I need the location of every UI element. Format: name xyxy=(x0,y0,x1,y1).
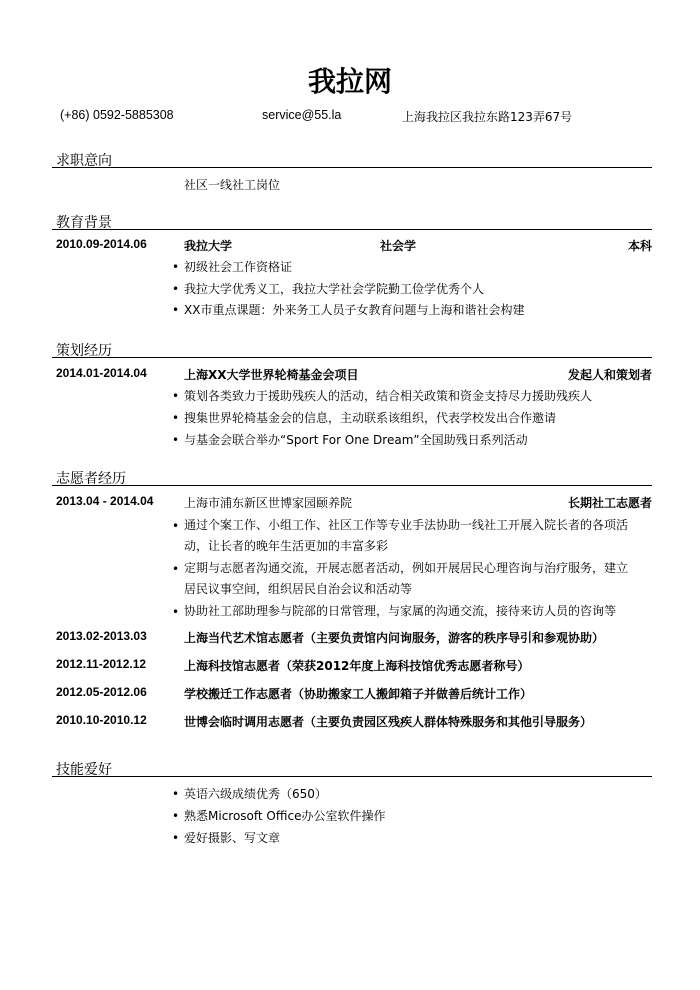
bullet-icon: • xyxy=(172,260,180,274)
volunteer-role: 长期社工志愿者 xyxy=(567,496,652,510)
bullet-icon: • xyxy=(172,433,180,447)
education-bullet: XX市重点课题：外来务工人员子女教育问题与上海和谐社会构建 xyxy=(184,303,525,317)
bullet-icon: • xyxy=(172,605,180,619)
volunteer-item-date: 2012.05-2012.06 xyxy=(56,685,147,699)
volunteer-date: 2013.04 - 2014.04 xyxy=(56,494,154,508)
skill-item: 英语六级成绩优秀（650） xyxy=(184,787,327,801)
volunteer-bullet-line2: 动，让长者的晚年生活更加的丰富多彩 xyxy=(184,539,389,553)
resume-name: 我拉网 xyxy=(307,65,392,98)
section-title-planning: 策划经历 xyxy=(56,343,112,359)
bullet-icon: • xyxy=(172,787,180,801)
education-degree: 本科 xyxy=(627,239,652,253)
bullet-icon: • xyxy=(172,389,180,403)
planning-bullet: 策划各类致力于援助残疾人的活动，结合相关政策和资金支持尽力援助残疾人 xyxy=(184,389,593,403)
section-title-volunteer: 志愿者经历 xyxy=(56,471,126,487)
volunteer-item-date: 2010.10-2010.12 xyxy=(56,713,147,727)
volunteer-item-text: 上海当代艺术馆志愿者（主要负责馆内问询服务，游客的秩序导引和参观协助） xyxy=(184,631,605,645)
bullet-icon: • xyxy=(172,831,180,845)
section-divider xyxy=(52,485,652,486)
bullet-icon: • xyxy=(172,411,180,425)
volunteer-bullet-line1: 协助社工部助理参与院部的日常管理，与家属的沟通交流，接待来访人员的咨询等 xyxy=(184,604,617,618)
planning-bullet: 搜集世界轮椅基金会的信息，主动联系该组织，代表学校发出合作邀请 xyxy=(184,411,557,425)
section-divider xyxy=(52,167,652,168)
bullet-icon: • xyxy=(172,562,180,576)
section-title-education: 教育背景 xyxy=(56,215,112,231)
education-bullet: 我拉大学优秀义工，我拉大学社会学院勤工俭学优秀个人 xyxy=(184,282,485,296)
volunteer-item-date: 2013.02-2013.03 xyxy=(56,629,147,643)
section-title-skills: 技能爱好 xyxy=(56,762,112,778)
section-divider xyxy=(52,229,652,230)
objective-text: 社区一线社工岗位 xyxy=(184,178,281,192)
volunteer-item-text: 上海科技馆志愿者（荣获2012年度上海科技馆优秀志愿者称号） xyxy=(184,659,530,673)
education-major: 社会学 xyxy=(380,239,417,253)
home-address: 上海我拉区我拉东路123弄67号 xyxy=(402,110,573,124)
volunteer-bullet-line1: 定期与志愿者沟通交流，开展志愿者活动，例如开展居民心理咨询与治疗服务，建立 xyxy=(184,561,629,575)
bullet-icon: • xyxy=(172,282,180,296)
education-school: 我拉大学 xyxy=(184,239,233,253)
volunteer-item-date: 2012.11-2012.12 xyxy=(56,657,147,671)
email-address: service@55.la xyxy=(262,108,342,122)
skill-item: 熟悉Microsoft Office办公室软件操作 xyxy=(184,809,386,823)
volunteer-item-text: 学校搬迁工作志愿者（协助搬家工人搬卸箱子并做善后统计工作） xyxy=(184,687,533,701)
volunteer-bullet-line2: 居民议事空间，组织居民自治会议和活动等 xyxy=(184,582,413,596)
planning-date: 2014.01-2014.04 xyxy=(56,366,147,380)
section-title-objective: 求职意向 xyxy=(56,153,112,169)
phone-number: (+86) 0592-5885308 xyxy=(60,108,174,122)
section-divider xyxy=(52,357,652,358)
section-divider xyxy=(52,776,652,777)
skill-item: 爱好摄影、写文章 xyxy=(184,831,281,845)
planning-project: 上海XX大学世界轮椅基金会项目 xyxy=(184,368,359,382)
bullet-icon: • xyxy=(172,519,180,533)
education-bullet: 初级社会工作资格证 xyxy=(184,260,293,274)
volunteer-item-text: 世博会临时调用志愿者（主要负责园区残疾人群体特殊服务和其他引导服务） xyxy=(184,715,593,729)
volunteer-bullet-line1: 通过个案工作、小组工作、社区工作等专业手法协助一线社工开展入院长者的各项活 xyxy=(184,518,629,532)
planning-bullet: 与基金会联合举办“Sport For One Dream”全国助残日系列活动 xyxy=(184,433,528,447)
planning-role: 发起人和策划者 xyxy=(567,368,652,382)
bullet-icon: • xyxy=(172,809,180,823)
bullet-icon: • xyxy=(172,303,180,317)
education-date: 2010.09-2014.06 xyxy=(56,237,147,251)
volunteer-org: 上海市浦东新区世博家园颐养院 xyxy=(184,496,353,510)
